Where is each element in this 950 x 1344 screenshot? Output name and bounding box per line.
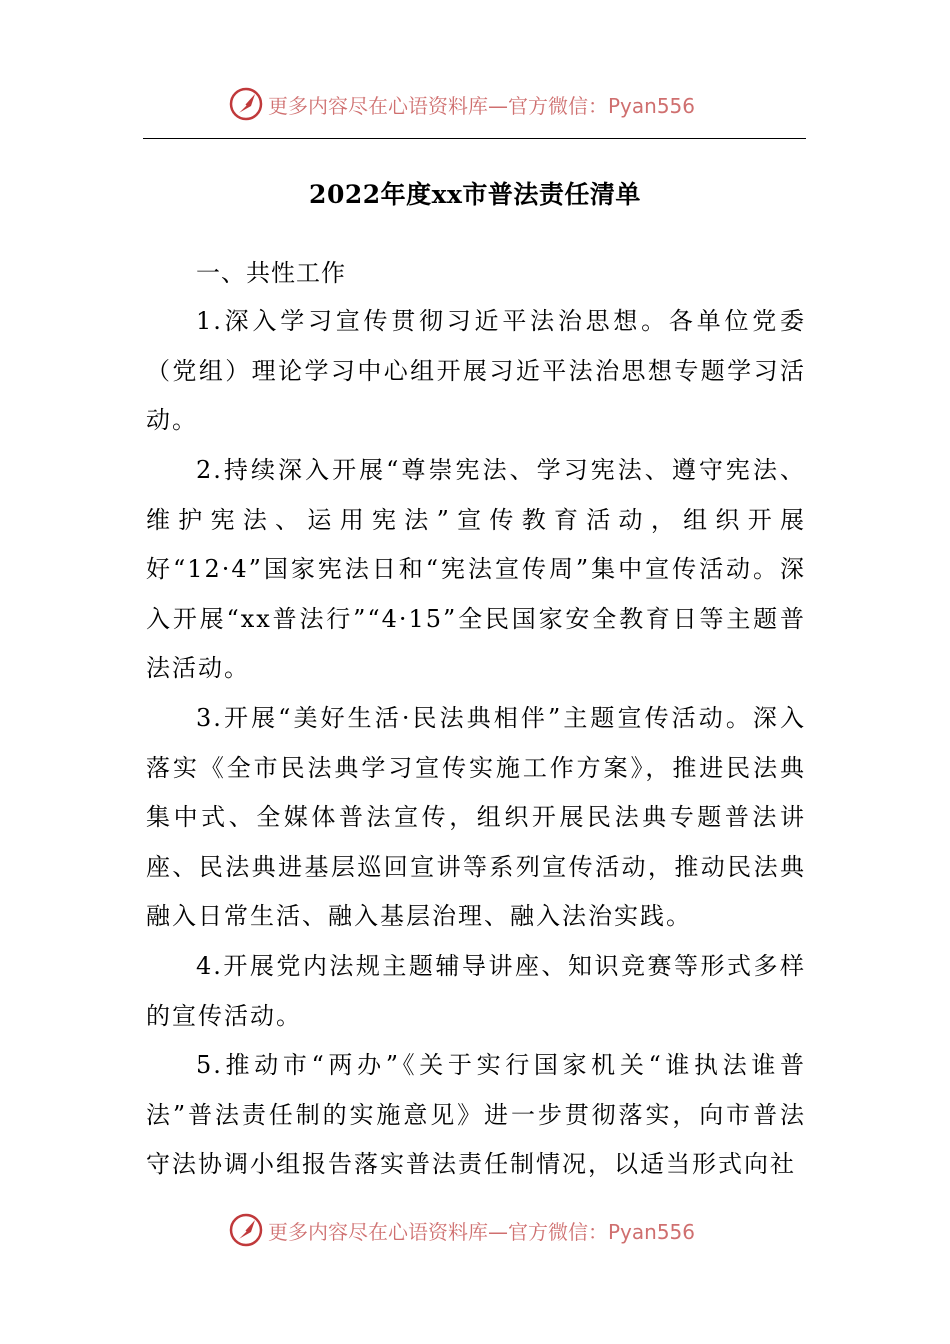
paragraph-1: 1.深入学习宣传贯彻习近平法治思想。各单位党委（党组）理论学习中心组开展习近平法治思想专题学习活动。 — [146, 307, 806, 435]
header-banner — [228, 84, 695, 124]
page-title: 2022年度xx市普法责任清单 — [309, 180, 641, 209]
footer-banner — [228, 1210, 695, 1250]
quill-logo-icon — [228, 86, 264, 122]
quill-logo-icon — [228, 1212, 264, 1248]
paragraph-3: 3.开展“美好生活·民法典相伴”主题宣传活动。深入落实《全市民法典学习宣传实施工作方案》，推进民法典集中式、全媒体普法宣传，组织开展民法典专题普法讲座、民法典进基层巡回宣讲等系列宣传活动，推动民法典融入日常生活、融入基层治理、融入法治实践。 — [146, 704, 806, 931]
footer-banner-text: 更多内容尽在心语资料库—官方微信：Pyan556 — [268, 1219, 696, 1244]
paragraph-4: 4.开展党内法规主题辅导讲座、知识竞赛等形式多样的宣传活动。 — [146, 952, 806, 1030]
paragraph-5: 5.推动市“两办”《关于实行国家机关“谁执法谁普法”普法责任制的实施意见》进一步贯彻落实，向市普法守法协调小组报告落实普法责任制情况，以适当形式向社 — [146, 1051, 806, 1179]
header-divider — [143, 138, 806, 139]
header-banner-text: 更多内容尽在心语资料库—官方微信：Pyan556 — [268, 93, 696, 118]
paragraph-2: 2.持续深入开展“尊崇宪法、学习宪法、遵守宪法、维护宪法、运用宪法”宣传教育活动，组织开展好“12·4”国家宪法日和“宪法宣传周”集中宣传活动。深入开展“xx普法行”“4·15”全民国家安全教育日等主题普法活动。 — [146, 456, 806, 683]
section-heading: 一、共性工作 — [196, 259, 346, 287]
